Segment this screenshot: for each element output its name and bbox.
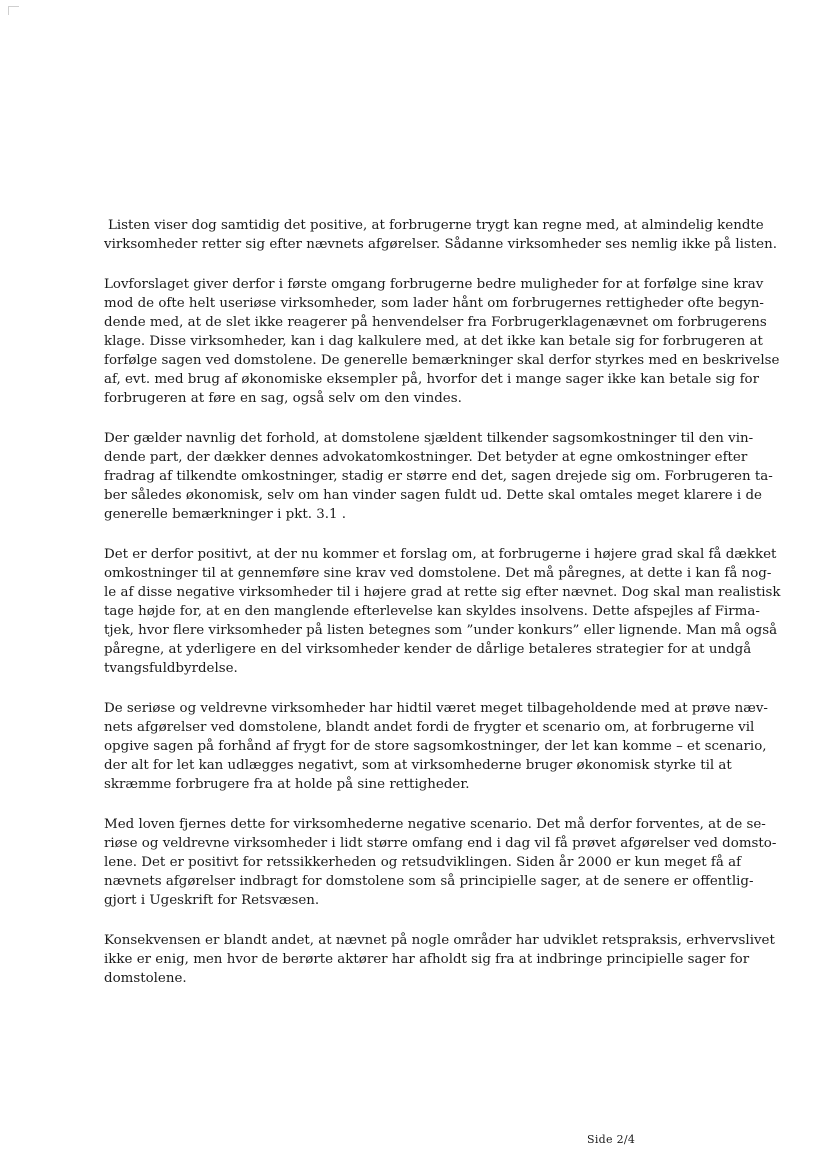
text-line: Med loven fjernes dette for virksomhederne negative scenario. Det må derfor forventes, at de se-: [104, 817, 766, 832]
text-line: tvangsfuldbyrdelse.: [104, 661, 238, 676]
scan-corner-mark: [8, 6, 19, 15]
text-line: virksomheder retter sig efter nævnets afgørelser. Sådanne virksomheder ses nemlig ikke på listen.: [104, 237, 777, 252]
paragraph-7: [104, 931, 775, 988]
document-body: [104, 216, 781, 1009]
paragraph-6: [104, 815, 777, 910]
text-line: mod de ofte helt useriøse virksomheder, som lader hånt om forbrugernes rettigheder ofte begyn-: [104, 296, 764, 311]
text-line: omkostninger til at gennemføre sine krav ved domstolene. Det må påregnes, at dette i kan få nog-: [104, 566, 772, 581]
text-line: Lovforslaget giver derfor i første omgang forbrugerne bedre muligheder for at forfølge sine krav: [104, 277, 764, 292]
text-line: der alt for let kan udlægges negativt, som at virksomhederne bruger økonomisk styrke til at: [104, 758, 732, 773]
text-line: fradrag af tilkendte omkostninger, stadig er større end det, sagen drejede sig om. Forbrugeren ta-: [104, 469, 773, 484]
text-line: le af disse negative virksomheder til i højere grad at rette sig efter nævnet. Dog skal man realistisk: [104, 585, 781, 600]
text-line: riøse og veldrevne virksomheder i lidt større omfang end i dag vil få prøvet afgørelser ved domsto-: [104, 836, 777, 851]
text-line: Der gælder navnlig det forhold, at domstolene sjældent tilkender sagsomkostninger til den vin-: [104, 431, 754, 446]
text-line: forbrugeren at føre en sag, også selv om den vindes.: [104, 391, 462, 406]
text-line: Konsekvensen er blandt andet, at nævnet på nogle områder har udviklet retspraksis, erhvervslivet: [104, 933, 775, 948]
text-line: opgive sagen på forhånd af frygt for de store sagsomkostninger, der let kan komme – et scenario,: [104, 739, 767, 754]
text-line: nets afgørelser ved domstolene, blandt andet fordi de frygter et scenario om, at forbrugerne vil: [104, 720, 755, 735]
paragraph-3: [104, 429, 773, 524]
text-line: skræmme forbrugere fra at holde på sine rettigheder.: [104, 777, 470, 792]
paragraph-4: [104, 545, 781, 678]
text-line: forfølge sagen ved domstolene. De generelle bemærkninger skal derfor styrkes med en beskrivelse: [104, 353, 780, 368]
text-line: ikke er enig, men hvor de berørte aktører har afholdt sig fra at indbringe principielle sager for: [104, 952, 750, 967]
text-line: generelle bemærkninger i pkt. 3.1 .: [104, 507, 347, 522]
text-line: tage højde for, at en den manglende efterlevelse kan skyldes insolvens. Dette afspejles af Firma-: [104, 604, 760, 619]
text-line: nævnets afgørelser indbragt for domstolene som så principielle sager, at de senere er offentlig-: [104, 874, 754, 889]
text-line: tjek, hvor flere virksomheder på listen betegnes som ”under konkurs” eller lignende. Man må også: [104, 623, 778, 638]
text-line: De seriøse og veldrevne virksomheder har hidtil været meget tilbageholdende med at prøve næv-: [104, 701, 768, 716]
text-line: ber således økonomisk, selv om han vinder sagen fuldt ud. Dette skal omtales meget klarere i de: [104, 488, 762, 503]
text-line: Listen viser dog samtidig det positive, at forbrugerne trygt kan regne med, at almindelig kendte: [108, 218, 764, 233]
text-line: dende part, der dækker dennes advokatomkostninger. Det betyder at egne omkostninger efter: [104, 450, 748, 465]
text-line: lene. Det er positivt for retssikkerheden og retsudviklingen. Siden år 2000 er kun meget få af: [104, 855, 742, 870]
text-line: af, evt. med brug af økonomiske eksempler på, hvorfor det i mange sager ikke kan betale sig for: [104, 372, 760, 387]
text-line: domstolene.: [104, 971, 187, 986]
text-line: gjort i Ugeskrift for Retsvæsen.: [104, 893, 320, 908]
paragraph-2: [104, 275, 780, 408]
text-line: klage. Disse virksomheder, kan i dag kalkulere med, at det ikke kan betale sig for forbrugeren at: [104, 334, 763, 349]
paragraph-5: [104, 699, 768, 794]
text-line: dende med, at de slet ikke reagerer på henvendelser fra Forbrugerklagenævnet om forbrugerens: [104, 315, 767, 330]
text-line: påregne, at yderligere en del virksomheder kender de dårlige betaleres strategier for at undgå: [104, 642, 752, 657]
text-line: Det er derfor positivt, at der nu kommer et forslag om, at forbrugerne i højere grad skal få dækket: [104, 547, 777, 562]
page-number: Side 2/4: [587, 1133, 636, 1146]
paragraph-1: [104, 216, 777, 254]
